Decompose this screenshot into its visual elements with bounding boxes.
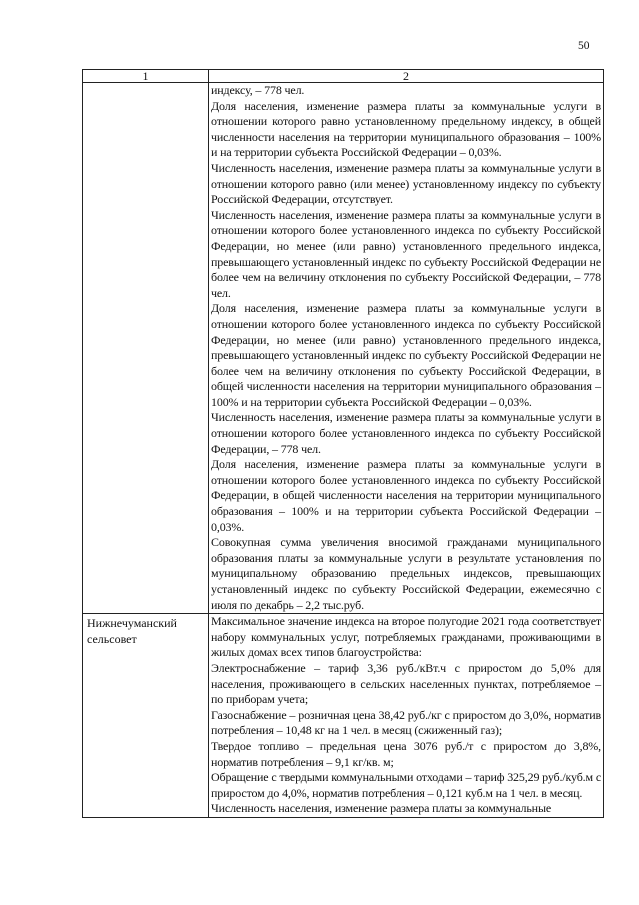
data-table — [82, 69, 604, 818]
paragraph: Численность населения, изменение размера платы за коммунальные — [211, 801, 552, 816]
paragraph: Численность населения, изменение размера платы за коммунальные услуги в отношении которого равно (или менее) установленному индексу по субъекту Российской Федерации, отсутствует. — [211, 160, 601, 207]
paragraph: Электроснабжение – тариф 3,36 руб./кВт.ч с приростом до 5,0% для населения, проживающего в сельских населенных пунктах, потребляемое – по приборам учета; — [211, 660, 601, 707]
description-cell — [209, 614, 604, 818]
paragraph: Совокупная сумма увеличения вносимой гражданами муниципального образования платы за коммунальные услуги в результате установления по муниципальному образованию предельных индексов, превышающих установленный индекс по субъекту Российской Федерации, ежемесячно с июля по декабрь – 2,2 тыс.руб. — [211, 535, 601, 612]
paragraph: Твердое топливо – предельная цена 3076 руб./т с приростом до 3,8%, норматив потребления – 9,1 кг/кв. м; — [211, 738, 601, 769]
municipality-name: Нижнечуманский сельсовет — [83, 614, 209, 818]
description-cell — [209, 83, 604, 614]
table-row — [83, 83, 604, 614]
paragraph: Максимальное значение индекса на второе полугодие 2021 года соответствует набору коммунальных услуг, потребляемых гражданами, проживающими в жилых домах всех типов благоустройства: — [211, 614, 601, 660]
paragraph: Доля населения, изменение размера платы за коммунальные услуги в отношении которого более установленного индекса по субъекту Российской Федерации, но менее (или равно) установленного предельного индекса, превышающего установленный индекс по субъекту Российской Федерации не более чем на величину отклонения по субъекту Российской Федерации, в общей численности населения на территории муниципального образования – 100% и на территории субъекта Российской Федерации – 0,03%. — [211, 301, 601, 409]
paragraph: Численность населения, изменение размера платы за коммунальные услуги в отношении которого более установленного индекса по субъекту Российской Федерации, но менее (или равно) установленного предельного индекса, превышающего установленный индекс по субъекту Российской Федерации не более чем на величину отклонения по субъекту Российской Федерации, – 778 чел. — [211, 207, 601, 300]
paragraph: Численность населения, изменение размера платы за коммунальные услуги в отношении которого более установленного индекса по субъекту Российской Федерации, – 778 чел. — [211, 410, 601, 456]
paragraph: Газоснабжение – розничная цена 38,42 руб./кг с приростом до 3,0%, норматив потребления – 10,48 кг на 1 чел. в месяц (сжиженный газ); — [211, 707, 601, 738]
paragraph: Доля населения, изменение размера платы за коммунальные услуги в отношении которого равно установленному предельному индексу, в общей численности населения на территории муниципального образования – 100% и на территории субъекта Российской Федерации – 0,03%. — [211, 98, 601, 160]
column-header: 2 — [209, 70, 604, 83]
table-header-row — [83, 70, 604, 83]
paragraph: Доля населения, изменение размера платы за коммунальные услуги в отношении которого более установленного индекса по субъекту Российской Федерации, в общей численности населения на территории муниципального образования – 100% и на территории субъекта Российской Федерации – 0,03%. — [211, 457, 601, 534]
paragraph: индексу, – 778 чел. — [211, 83, 305, 97]
municipality-name — [83, 83, 209, 614]
column-header: 1 — [83, 70, 209, 83]
table-row — [83, 614, 604, 818]
paragraph: Обращение с твердыми коммунальными отходами – тариф 325,29 руб./куб.м с приростом до 4,0%, норматив потребления – 0,121 куб.м на 1 чел. в месяц. — [211, 770, 601, 800]
page-number: 50 — [578, 40, 590, 52]
